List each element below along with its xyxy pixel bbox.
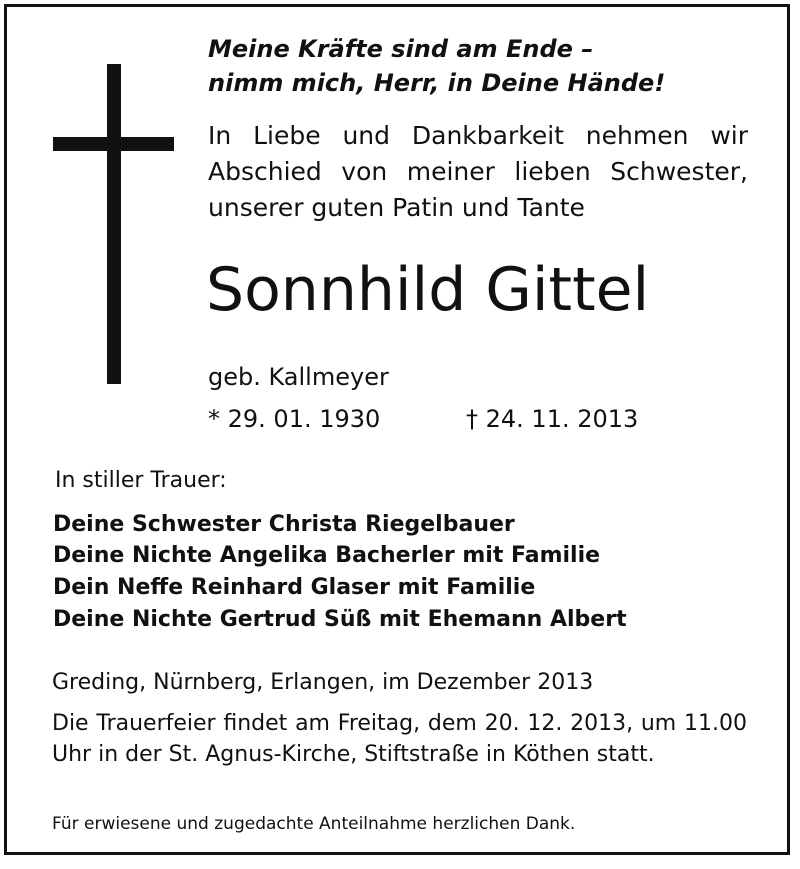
relative-2: Deine Nichte Angelika Bacherler mit Familie [53,543,601,568]
cross-horizontal-beam [53,137,174,151]
birth-name: geb. Kallmeyer [208,363,389,391]
intro-text: In Liebe und Dankbarkeit nehmen wir Abschied von meiner lieben Schwester, unserer guten Patin und Tante [208,121,748,222]
place-and-date: Greding, Nürnberg, Erlangen, im Dezember 2013 [52,670,594,695]
verse-line-1: Meine Kräfte sind am Ende – [208,35,594,63]
death-date: † 24. 11. 2013 [466,405,639,433]
birth-date: * 29. 01. 1930 [208,405,381,433]
relative-4: Deine Nichte Gertrud Süß mit Ehemann Albert [53,607,627,632]
relative-3: Dein Neffe Reinhard Glaser mit Familie [53,575,536,600]
mourning-label: In stiller Trauer: [55,468,227,493]
cross-vertical-beam [107,64,121,384]
thanks-line: Für erwiesene und zugedachte Anteilnahme herzlichen Dank. [52,814,576,834]
relative-1: Deine Schwester Christa Riegelbauer [53,512,515,537]
life-dates [208,402,639,436]
deceased-name: Sonnhild Gittel [206,255,650,325]
funeral-info: Die Trauerfeier findet am Freitag, dem 20. 12. 2013, um 11.00 Uhr in der St. Agnus-Kirche, Stiftstraße in Köthen statt. [52,711,747,767]
verse-line-2: nimm mich, Herr, in Deine Hände! [208,69,666,97]
